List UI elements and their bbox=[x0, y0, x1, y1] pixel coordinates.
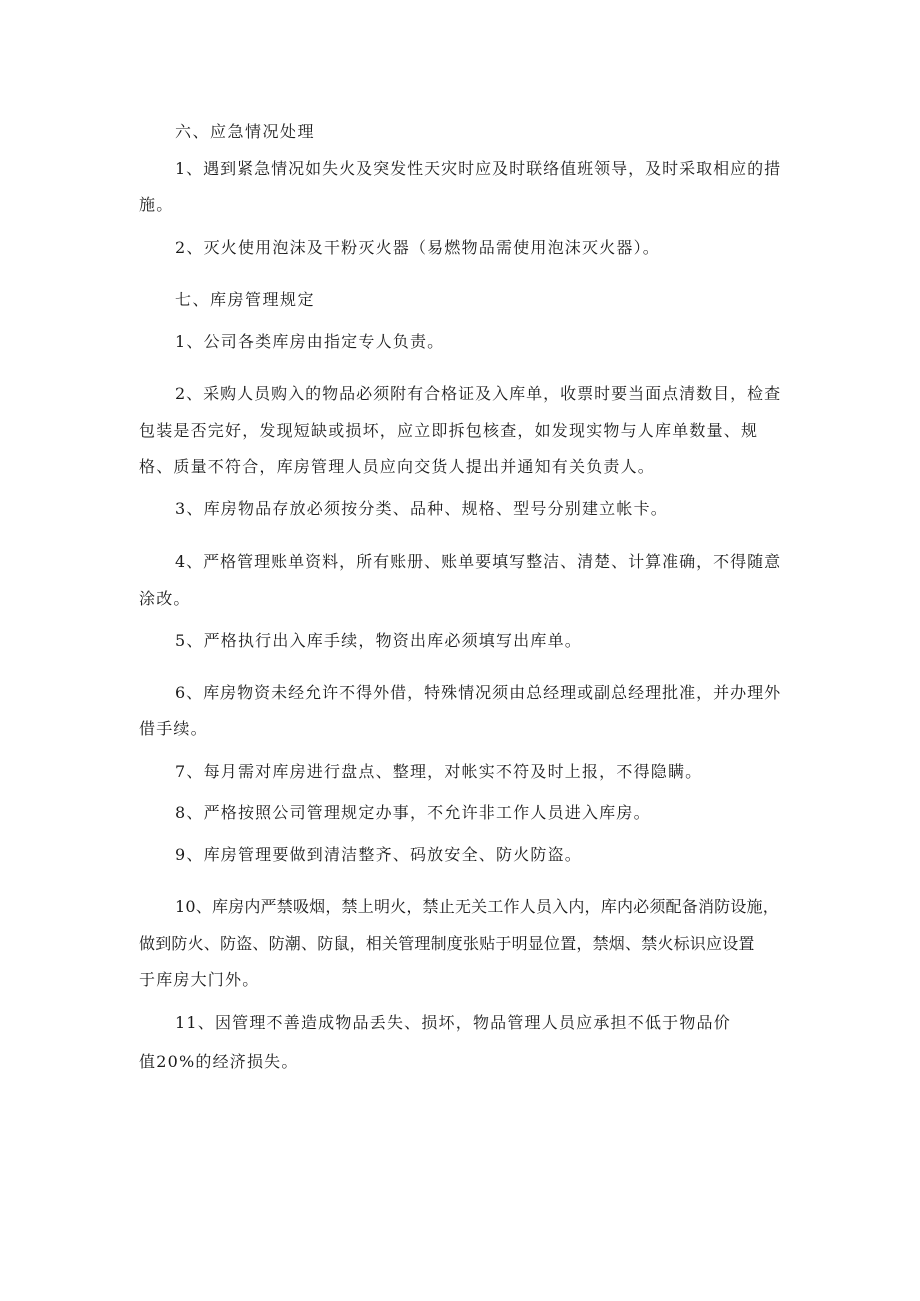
section-7-item-11-line-2: 值20%的经济损失。 bbox=[139, 1052, 299, 1071]
section-6-item-1-line-1: 1、遇到紧急情况如失火及突发性天灾时应及时联络值班领导，及时采取相应的措 bbox=[175, 159, 782, 178]
section-7-item-9: 9、库房管理要做到清洁整齐、码放安全、防火防盗。 bbox=[175, 845, 582, 864]
section-7-item-3: 3、库房物品存放必须按分类、品种、规格、型号分别建立帐卡。 bbox=[175, 499, 668, 518]
section-7-item-6-line-2: 借手续。 bbox=[139, 719, 208, 738]
section-7-item-11-line-1: 11、因管理不善造成物品丢失、损坏，物品管理人员应承担不低于物品价 bbox=[175, 1013, 731, 1032]
section-7-heading: 七、库房管理规定 bbox=[175, 290, 316, 309]
section-7-item-8: 8、严格按照公司管理规定办事，不允许非工作人员进入库房。 bbox=[175, 803, 651, 822]
section-7-item-2-line-2: 包装是否完好，发现短缺或损坏，应立即拆包核查，如发现实物与人库单数量、规 bbox=[139, 421, 759, 440]
section-6-heading: 六、应急情况处理 bbox=[175, 122, 316, 141]
section-7-item-6-line-1: 6、库房物资未经允许不得外借，特殊情况须由总经理或副总经理批准，并办理外 bbox=[175, 683, 782, 702]
section-7-item-2-line-3: 格、质量不符合，库房管理人员应向交货人提出并通知有关负责人。 bbox=[139, 457, 656, 476]
section-7-item-7: 7、每月需对库房进行盘点、整理，对帐实不符及时上报，不得隐瞒。 bbox=[175, 762, 703, 781]
section-7-item-2-line-1: 2、采购人员购入的物品必须附有合格证及入库单，收票时要当面点清数目，检查 bbox=[175, 384, 782, 403]
section-7-item-10-line-1: 10、库房内严禁吸烟，禁上明火，禁止无关工作人员入内，库内必须配备消防设施， bbox=[175, 897, 779, 916]
section-7-item-10-line-3: 于库房大门外。 bbox=[139, 970, 260, 989]
section-7-item-5: 5、严格执行出入库手续，物资出库必须填写出库单。 bbox=[175, 631, 582, 650]
section-7-item-10-line-2: 做到防火、防盗、防潮、防鼠，相关管理制度张贴于明显位置，禁烟、禁火标识应设置 bbox=[139, 934, 755, 953]
section-7-item-4-line-2: 涂改。 bbox=[139, 589, 191, 608]
section-6-item-1-line-2: 施。 bbox=[139, 195, 174, 214]
section-7-item-4-line-1: 4、严格管理账单资料，所有账册、账单要填写整洁、清楚、计算准确，不得随意 bbox=[175, 552, 782, 571]
section-7-item-1: 1、公司各类库房由指定专人负责。 bbox=[175, 332, 445, 351]
section-6-item-2: 2、灭火使用泡沫及干粉灭火器（易燃物品需使用泡沫灭火器）。 bbox=[175, 238, 660, 257]
